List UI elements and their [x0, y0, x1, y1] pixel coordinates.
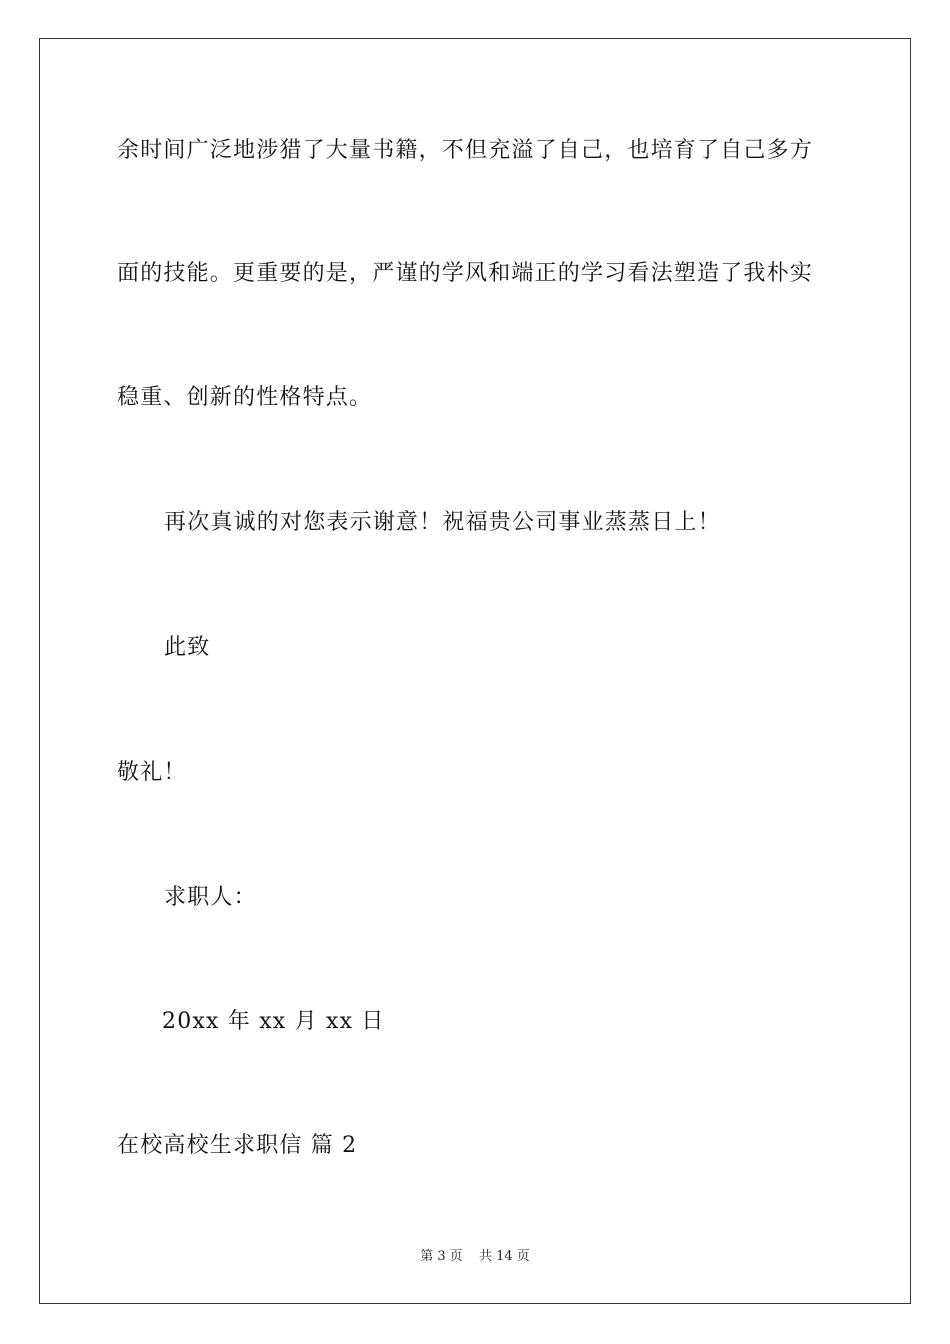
applicant-signature-line: 求职人：	[164, 885, 257, 910]
regards-line: 敬礼！	[117, 760, 187, 785]
page-footer	[0, 1248, 950, 1266]
page-number: 第 3 页	[420, 1249, 463, 1264]
page-total: 共 14 页	[478, 1249, 530, 1264]
page-border	[39, 38, 911, 1304]
body-paragraph-line: 面的技能。更重要的是，严谨的学风和端正的学习看法塑造了我朴实	[117, 261, 814, 286]
closing-thanks-line: 再次真诚的对您表示谢意！祝福贵公司事业蒸蒸日上！	[164, 510, 721, 535]
body-paragraph-line: 稳重、创新的性格特点。	[117, 385, 373, 410]
date-line: 20xx 年 xx 月 xx 日	[162, 1009, 385, 1034]
salutation-line: 此致	[164, 635, 211, 660]
body-paragraph-line: 余时间广泛地涉猎了大量书籍，不但充溢了自己，也培育了自己多方	[117, 138, 814, 163]
section-heading: 在校高校生求职信 篇 2	[117, 1133, 358, 1158]
